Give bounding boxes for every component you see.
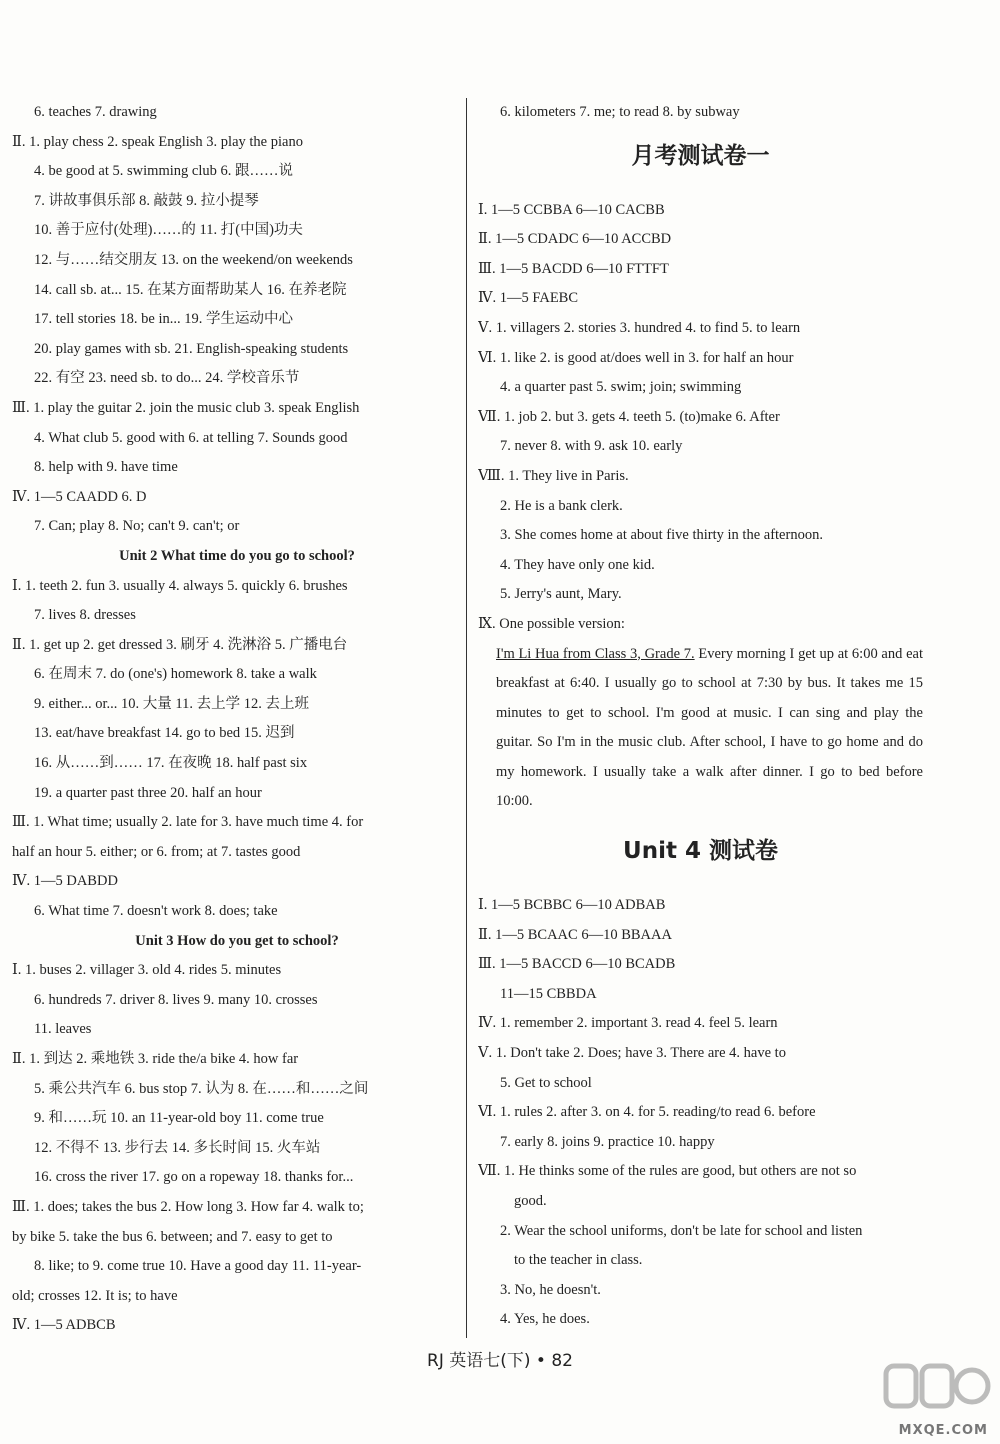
essay-body: Every morning I get up at 6:00 and eat breakfast at 6:40. I usually go to school at 7:30 by bus. It takes me 15 minutes to get to school. I'm good at music. I can sing and play the guitar. So I'm in the music club. After school, I have to go home and do my homework. I usually take a walk after dinner. I go to bed before 10:00. — [496, 645, 923, 810]
answer-line: Ⅰ. 1. teeth 2. fun 3. usually 4. always 5. quickly 6. brushes — [12, 577, 348, 594]
answer-line: Ⅸ. One possible version: — [478, 615, 625, 632]
answer-line: 14. call sb. at... 15. 在某方面帮助某人 16. 在养老院 — [34, 281, 347, 298]
answer-line: Ⅰ. 1—5 BCBBC 6—10 ADBAB — [478, 897, 666, 914]
answer-line: 8. like; to 9. come true 10. Have a good day 11. 11-year- — [34, 1258, 362, 1275]
answer-line: half an hour 5. either; or 6. from; at 7. tastes good — [12, 843, 301, 860]
unit4-test-answers — [478, 891, 923, 1335]
answer-line: Ⅳ. 1. remember 2. important 3. read 4. feel 5. learn — [478, 1015, 778, 1032]
unit-heading: Unit 3 How do you get to school? — [135, 932, 339, 949]
answer-line: 11—15 CBBDA — [500, 985, 597, 1002]
answer-line: Ⅷ. 1. They live in Paris. — [478, 467, 629, 484]
answer-line: Ⅲ. 1—5 BACCD 6—10 BCADB — [478, 956, 676, 973]
answer-line: Ⅲ. 1. play the guitar 2. join the music club 3. speak English — [12, 399, 360, 416]
answer-line: 6. 在周末 7. do (one's) homework 8. take a walk — [34, 666, 317, 683]
answer-line: 6. hundreds 7. driver 8. lives 9. many 10. crosses — [34, 991, 318, 1008]
answer-line: 5. 乘公共汽车 6. bus stop 7. 认为 8. 在……和……之间 — [34, 1080, 369, 1097]
answer-line: 8. help with 9. have time — [34, 459, 178, 476]
answer-line: 2. He is a bank clerk. — [500, 497, 623, 514]
answer-line: 4. Yes, he does. — [500, 1311, 590, 1328]
monthly-test-answers — [478, 196, 923, 640]
answer-line: Ⅳ. 1—5 FAEBC — [478, 290, 579, 307]
answer-line: 9. 和……玩 10. an 11-year-old boy 11. come true — [34, 1110, 324, 1127]
answer-line: 3. She comes home at about five thirty in the afternoon. — [500, 527, 823, 544]
answer-line: Ⅱ. 1—5 BCAAC 6—10 BBAAA — [478, 926, 672, 943]
answer-line: Ⅵ. 1. rules 2. after 3. on 4. for 5. reading/to read 6. before — [478, 1104, 816, 1121]
answer-line: by bike 5. take the bus 6. between; and 7. easy to get to — [12, 1228, 333, 1245]
answer-line: 7. Can; play 8. No; can't 9. can't; or — [34, 518, 240, 535]
column-divider — [466, 98, 467, 1338]
answer-line: 6. What time 7. doesn't work 8. does; take — [34, 903, 278, 920]
answer-line: good. — [514, 1193, 547, 1209]
left-column — [12, 98, 462, 1341]
answer-line: 12. 与……结交朋友 13. on the weekend/on weekends — [34, 251, 353, 268]
answer-line: 5. Get to school — [500, 1074, 592, 1091]
answer-line: 4. be good at 5. swimming club 6. 跟……说 — [34, 163, 293, 180]
right-column — [478, 98, 923, 1335]
essay-first-sentence: I'm Li Hua from Class 3, Grade 7. — [496, 645, 695, 662]
answer-line: 4. They have only one kid. — [500, 556, 655, 573]
answer-line: Ⅰ. 1. buses 2. villager 3. old 4. rides 5. minutes — [12, 962, 282, 979]
answer-line: Ⅱ. 1—5 CDADC 6—10 ACCBD — [478, 231, 672, 248]
answer-line: 19. a quarter past three 20. half an hour — [34, 784, 262, 801]
answer-line: 7. early 8. joins 9. practice 10. happy — [500, 1133, 715, 1150]
monthly-test-title: 月考测试卷一 — [631, 142, 770, 169]
sample-essay — [478, 640, 923, 818]
answer-line: Ⅰ. 1—5 CCBBA 6—10 CACBB — [478, 201, 665, 218]
answer-line: Ⅳ. 1—5 ADBCB — [12, 1317, 116, 1334]
answer-line: Ⅲ. 1. does; takes the bus 2. How long 3. How far 4. walk to; — [12, 1198, 364, 1215]
answer-line: 13. eat/have breakfast 14. go to bed 15. 迟到 — [34, 725, 295, 742]
answer-line: 2. Wear the school uniforms, don't be late for school and listen — [500, 1222, 863, 1239]
answer-line: to the teacher in class. — [514, 1252, 643, 1269]
answer-line: 11. leaves — [34, 1021, 92, 1038]
answer-line: old; crosses 12. It is; to have — [12, 1287, 178, 1304]
answer-line: Ⅴ. 1. Don't take 2. Does; have 3. There are 4. have to — [478, 1045, 786, 1062]
answer-line: 22. 有空 23. need sb. to do... 24. 学校音乐节 — [34, 370, 300, 387]
answer-line: 5. Jerry's aunt, Mary. — [500, 586, 622, 603]
answer-line: Ⅳ. 1—5 CAADD 6. D — [12, 488, 147, 505]
answer-line: Ⅲ. 1. What time; usually 2. late for 3. have much time 4. for — [12, 814, 364, 831]
page-footer: RJ 英语七(下) • 82 — [427, 1351, 573, 1371]
answer-line: 10. 善于应付(处理)……的 11. 打(中国)功夫 — [34, 222, 303, 239]
answer-line: 16. 从……到…… 17. 在夜晚 18. half past six — [34, 755, 308, 772]
unit4-test-title: Unit 4 测试卷 — [623, 838, 778, 865]
answer-line: Ⅲ. 1—5 BACDD 6—10 FTTFT — [478, 260, 669, 277]
right-top-answers — [478, 98, 923, 128]
watermark-text: MXQE.COM — [898, 1423, 988, 1438]
answer-line: 20. play games with sb. 21. English-speaking students — [34, 340, 349, 357]
answer-line: 7. lives 8. dresses — [34, 607, 136, 624]
answer-line: 4. a quarter past 5. swim; join; swimming — [500, 379, 742, 396]
answer-line: Ⅶ. 1. job 2. but 3. gets 4. teeth 5. (to)make 6. After — [478, 408, 780, 425]
answer-line: Ⅳ. 1—5 DABDD — [12, 873, 118, 890]
answer-line: 12. 不得不 13. 步行去 14. 多长时间 15. 火车站 — [34, 1139, 321, 1156]
answer-line: Ⅱ. 1. play chess 2. speak English 3. play the piano — [12, 133, 303, 150]
answer-line: 17. tell stories 18. be in... 19. 学生运动中心 — [34, 311, 293, 328]
answer-line: 6. kilometers 7. me; to read 8. by subway — [500, 104, 740, 120]
answer-line: 7. never 8. with 9. ask 10. early — [500, 438, 683, 455]
unit-heading: Unit 2 What time do you go to school? — [119, 547, 355, 564]
answer-line: Ⅶ. 1. He thinks some of the rules are good, but others are not so — [478, 1163, 857, 1180]
answer-line: Ⅱ. 1. 到达 2. 乘地铁 3. ride the/a bike 4. how far — [12, 1051, 299, 1067]
answer-line: 16. cross the river 17. go on a ropeway 18. thanks for... — [34, 1169, 354, 1186]
answer-line: 3. No, he doesn't. — [500, 1281, 601, 1298]
answer-line: 7. 讲故事俱乐部 8. 敲鼓 9. 拉小提琴 — [34, 192, 259, 209]
answer-line: 4. What club 5. good with 6. at telling 7. Sounds good — [34, 429, 348, 446]
answer-line: 6. teaches 7. drawing — [34, 104, 157, 120]
answer-line: Ⅵ. 1. like 2. is good at/does well in 3. for half an hour — [478, 349, 794, 366]
answer-line: 9. either... or... 10. 大量 11. 去上学 12. 去上班 — [34, 695, 309, 712]
answer-line: Ⅱ. 1. get up 2. get dressed 3. 刷牙 4. 洗淋浴 5. 广播电台 — [12, 636, 348, 653]
answer-line: Ⅴ. 1. villagers 2. stories 3. hundred 4. to find 5. to learn — [478, 319, 801, 336]
